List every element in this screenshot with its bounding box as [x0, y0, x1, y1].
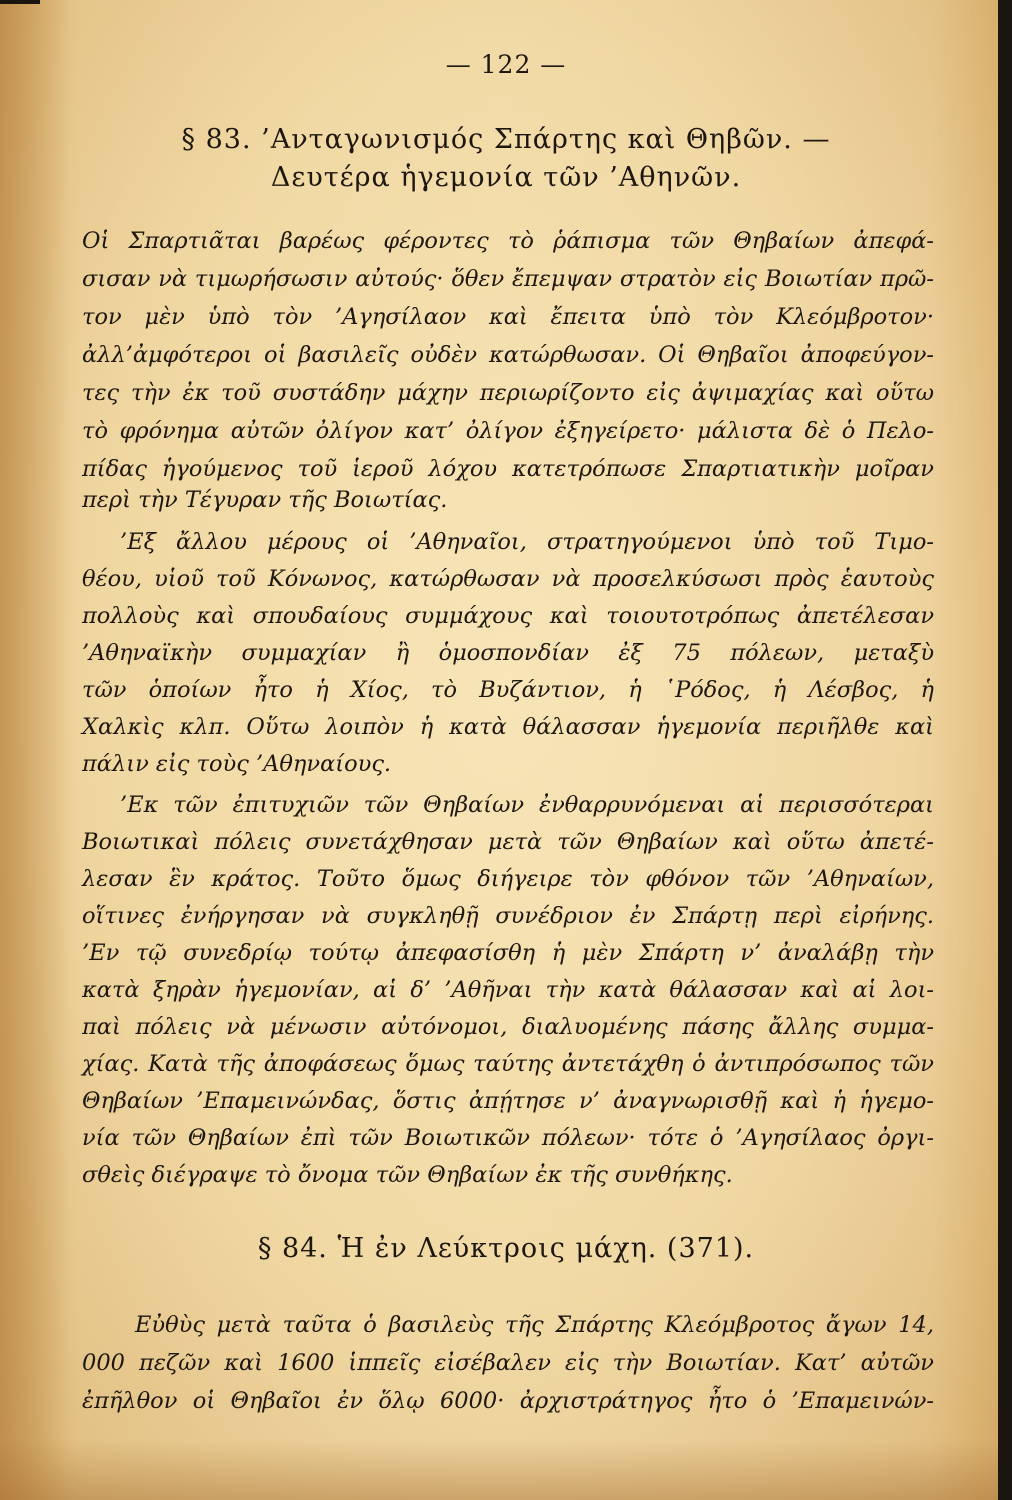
text-line: πολλοὺς καὶ σπουδαίους συμμάχους καὶ τοιουτοτρόπως ἀπετέλεσαν [82, 603, 934, 629]
page-number: — 122 — [445, 50, 567, 79]
text-line: ’Εξ ἄλλου μέρους οἱ ’Αθηναῖοι, στρατηγούμενοι ὑπὸ τοῦ Τιμο- [120, 529, 934, 555]
text-line: τῶν ὁποίων ἦτο ἡ Χίος, τὸ Βυζάντιον, ἡ ῾Ρόδος, ἡ Λέσβος, ἡ [82, 677, 934, 703]
text-line: ’Εκ τῶν ἐπιτυχιῶν τῶν Θηβαίων ἐνθαρρυνόμεναι αἱ περισσότεραι [120, 792, 934, 818]
text-line: Θηβαίων ’Επαμεινώνδας, ὅστις ἀπῄτησε ν’ ἀναγνωρισθῇ καὶ ἡ ἡγεμο- [82, 1088, 934, 1114]
text-line: Εὐθὺς μετὰ ταῦτα ὁ βασιλεὺς τῆς Σπάρτης Κλεόμβροτος ἄγων 14, [135, 1312, 934, 1338]
text-line: 000 πεζῶν καὶ 1600 ἱππεῖς εἰσέβαλεν εἰς τὴν Βοιωτίαν. Κατ’ αὐτῶν [82, 1350, 934, 1376]
text-line: τον μὲν ὑπὸ τὸν ’Αγησίλαον καὶ ἔπειτα ὑπὸ τὸν Κλεόμβροτον· [82, 304, 934, 330]
text-line: χίας. Κατὰ τῆς ἀποφάσεως ὅμως ταύτης ἀντετάχθη ὁ ἀντιπρόσωπος τῶν [82, 1051, 934, 1077]
page-binding-edge [998, 0, 1012, 1500]
text-line: ἀλλ’ἀμφότεροι οἱ βασιλεῖς οὐδὲν κατώρθωσαν. Οἱ Θηβαῖοι ἀποφεύγον- [82, 342, 934, 368]
text-line: Βοιωτικαὶ πόλεις συνετάχθησαν μετὰ τῶν Θηβαίων καὶ οὕτω ἀπετέ- [82, 829, 934, 855]
text-line: τες τὴν ἐκ τοῦ συστάδην μάχην περιωρίζοντο εἰς ἀψιμαχίας καὶ οὕτω [82, 380, 934, 406]
text-line: ’Αθηναϊκὴν συμμαχίαν ἢ ὁμοσπονδίαν ἐξ 75 πόλεων, μεταξὺ [82, 640, 934, 666]
page-shadow-left [0, 0, 70, 1500]
section-83-title-line-2: Δευτέρα ἡγεμονία τῶν ’Αθηνῶν. [270, 162, 742, 193]
text-line: ἐπῆλθον οἱ Θηβαῖοι ἐν ὅλῳ 6000· ἀρχιστράτηγος ἦτο ὁ ’Επαμεινών- [82, 1388, 934, 1414]
text-line: Οἱ Σπαρτιᾶται βαρέως φέροντες τὸ ῥάπισμα τῶν Θηβαίων ἀπεφά- [82, 228, 934, 254]
section-84-title: § 84. Ἡ ἐν Λεύκτροις μάχη. (371). [257, 1233, 755, 1264]
corner-mark [0, 0, 40, 4]
text-line: ’Εν τῷ συνεδρίῳ τούτῳ ἀπεφασίσθη ἡ μὲν Σπάρτη ν’ ἀναλάβῃ τὴν [82, 940, 934, 966]
text-line: Χαλκὶς κλπ. Οὕτω λοιπὸν ἡ κατὰ θάλασσαν ἡγεμονία περιῆλθε καὶ [82, 714, 934, 740]
text-line: θέου, υἱοῦ τοῦ Κόνωνος, κατώρθωσαν νὰ προσελκύσωσι πρὸς ἑαυτοὺς [82, 566, 934, 592]
text-line: περὶ τὴν Τέγυραν τῆς Βοιωτίας. [82, 487, 448, 513]
text-line: κατὰ ξηρὰν ἡγεμονίαν, αἱ δ’ ’Αθῆναι τὴν κατὰ θάλασσαν καὶ αἱ λοι- [82, 977, 934, 1003]
section-83-title-line-1: § 83. ’Ανταγωνισμός Σπάρτης καὶ Θηβῶν. — [181, 124, 831, 155]
text-line: παὶ πόλεις νὰ μένωσιν αὐτόνομοι, διαλυομένης πάσης ἄλλης συμμα- [82, 1014, 934, 1040]
text-line: σισαν νὰ τιμωρήσωσιν αὐτούς· ὅθεν ἔπεμψαν στρατὸν εἰς Βοιωτίαν πρῶ- [82, 266, 934, 292]
text-line: τὸ φρόνημα αὐτῶν ὀλίγον κατ’ ὀλίγον ἐξηγείρετο· μάλιστα δὲ ὁ Πελο- [82, 418, 934, 444]
text-line: οἵτινες ἐνήργησαν νὰ συγκληθῇ συνέδριον ἐν Σπάρτῃ περὶ εἰρήνης. [82, 903, 934, 929]
text-line: πίδας ἡγούμενος τοῦ ἱεροῦ λόχου κατετρόπωσε Σπαρτιατικὴν μοῖραν [82, 456, 934, 482]
text-line: πάλιν εἰς τοὺς ’Αθηναίους. [82, 751, 392, 777]
text-line: νία τῶν Θηβαίων ἐπὶ τῶν Βοιωτικῶν πόλεων· τότε ὁ ’Αγησίλαος ὀργι- [82, 1125, 934, 1151]
text-line: σθεὶς διέγραψε τὸ ὄνομα τῶν Θηβαίων ἐκ τῆς συνθήκης. [82, 1162, 733, 1188]
text-line: λεσαν ἓν κράτος. Τοῦτο ὅμως διήγειρε τὸν φθόνον τῶν ’Αθηναίων, [82, 866, 934, 892]
page-shadow-bottom [0, 1440, 1012, 1500]
